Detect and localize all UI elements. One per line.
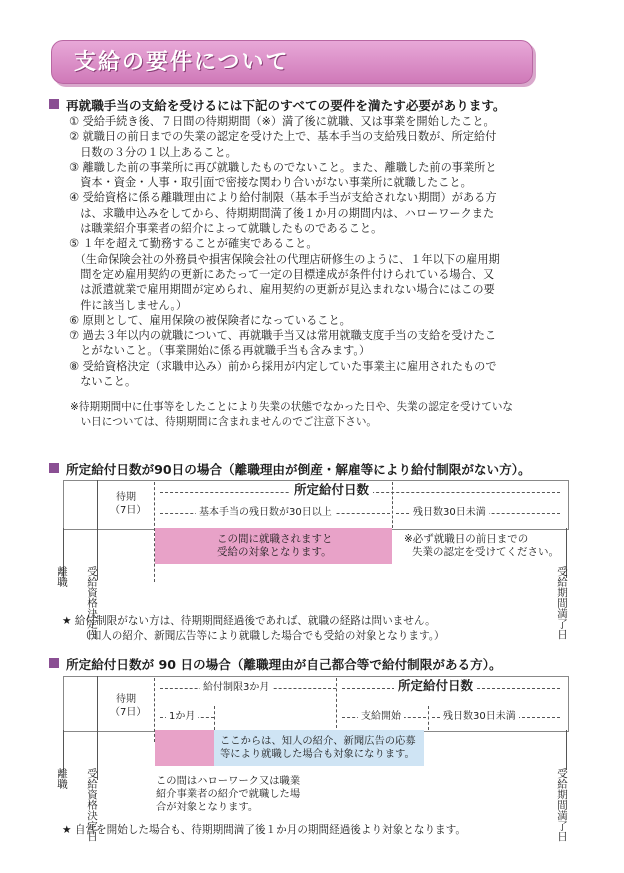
requirement-line: ⑤ １年を超えて勤務することが確実であること。: [69, 237, 318, 251]
requirement-line: 資本・資金・人事・取引面で密接な関わり合いがない事業所に就職したこと。: [69, 176, 472, 190]
note-line: ※待期期間中に仕事等をしたことにより失業の状態でなかった日や、失業の認定を受けていな: [70, 401, 514, 413]
diagram2-note: ★ 自営を開始した場合も、待期期間満了後１か月の期間経過後より対象となります。: [62, 824, 466, 836]
pink-text: 受給の対象となります。: [217, 546, 332, 558]
page-title: 支給の要件について: [74, 50, 290, 75]
requirement-line: とがないこと。（事業開始に係る再就職手当も含みます。）: [69, 344, 371, 358]
remain-label: 残日数30日未満: [440, 711, 519, 723]
manryo-line: [566, 730, 567, 770]
kettei-line: [97, 480, 98, 580]
requirement-line: ⑦ 過去３年以内の就職について、再就職手当又は常用就職支度手当の支給を受けたこ: [69, 329, 497, 343]
requirement-line: は派遣就業で雇用期間が定められ、雇用契約の更新が見込まれない場合にはこの要: [69, 283, 495, 297]
requirement-line: は職業紹介事業者の紹介によって就職したものであること。: [69, 222, 383, 236]
start-label: 支給開始: [358, 711, 404, 723]
rishoku-line: [63, 730, 64, 770]
pink-note-text: 合が対象となります。: [156, 801, 259, 813]
pink-text: この間に就職されますと: [217, 533, 333, 545]
warning-text: ※必ず就職日の前日までの: [404, 533, 529, 545]
kettei-label: 受給資格決定日: [86, 566, 98, 640]
requirement-line: （生命保険会社の外務員や損害保険会社の代理店研修生のように、１年以下の雇用期: [69, 252, 500, 266]
pink-note-text: この間はハローワーク又は職業: [156, 775, 301, 787]
month-end-line: [214, 706, 215, 730]
requirement-line: ① 受給手続き後、７日間の待期期間（※）満了後に就職、又は事業を開始したこと。: [69, 115, 495, 128]
requirements-list: [69, 114, 500, 389]
taiki-label: 待期: [116, 492, 136, 503]
requirement-line: ないこと。: [69, 375, 137, 389]
bullet-square-icon: [49, 99, 59, 109]
blue-text: ここからは、知人の紹介、新聞広告の応募: [220, 735, 416, 747]
requirement-line: ③ 離職した前の事業所に再び就職したものでないこと。また、離職した前の事業所と: [69, 160, 497, 174]
basic-remaining-label: 基本手当の残日数が30日以上: [196, 507, 335, 519]
remain-label: 残日数30日未満: [410, 507, 489, 519]
month-label: 1か月: [166, 711, 198, 723]
diagram2-timeline-box: [63, 676, 569, 732]
kettei-line: [97, 676, 98, 780]
open-period-blue: [214, 730, 424, 766]
blue-text: 等により就職した場合も対象になります。: [220, 748, 415, 760]
requirement-line: は、求職申込みをしてから、待期期間満了後１か月の期間内は、ハローワークまた: [69, 206, 495, 220]
title-banner: [51, 40, 533, 84]
diagram1-note: （知人の紹介、新聞広告等により就職した場合でも受給の対象となります。）: [80, 630, 445, 642]
requirement-line: ⑧ 受給資格決定（求職申込み）前から採用が内定していた事業主に雇用されたもので: [69, 359, 497, 373]
diagram1-heading: 所定給付日数が90日の場合（離職理由が倒産・解雇等により給付制限がない方）。: [66, 462, 531, 477]
requirement-line: ② 就職日の前日までの失業の認定を受けた上で、基本手当の支給残日数が、所定給付: [69, 130, 497, 144]
kettei-label: 受給資格決定日: [86, 768, 98, 842]
diagram2-heading: 所定給付日数が 90 日の場合（離職理由が自己都合等で給付制限がある方）。: [66, 657, 502, 672]
thirty-day-line: [392, 482, 393, 528]
warning-text: 失業の認定を受けてください。: [412, 546, 559, 558]
manryo-label: 受給期間満了日: [556, 566, 568, 640]
section1-heading: 再就職手当の支給を受けるには下記のすべての要件を満たす必要があります。: [66, 98, 506, 113]
rishoku-label: 離職: [56, 566, 68, 587]
bullet-square-icon: [49, 463, 59, 473]
seigen-label: 給付制限3か月: [200, 682, 272, 694]
requirement-line: ④ 受給資格に係る離職理由により給付制限（基本手当が支給されない期間）がある方: [69, 191, 497, 205]
hellowork-period-pink: [155, 730, 214, 766]
requirement-line: 日数の３分の１以上あること。: [69, 145, 237, 159]
waiting-period-note: [70, 400, 513, 430]
requirement-line: ⑥ 原則として、雇用保険の被保険者になっていること。: [69, 313, 351, 327]
seigen-end-line: [336, 678, 337, 728]
diagram1-note: ★ 給付制限がない方は、待期期間経過後であれば、就職の経路は問いません。: [62, 615, 436, 627]
requirement-line: 件に該当しません。）: [69, 298, 188, 312]
pink-note-text: 紹介事業者の紹介で就職した場: [156, 788, 301, 800]
taiki-days-label: （7日）: [110, 505, 147, 516]
eligible-period-pink: [155, 528, 392, 564]
bullet-square-icon: [49, 658, 59, 668]
rishoku-label: 離職: [56, 768, 68, 789]
total-days-label: 所定給付日数: [394, 680, 477, 692]
manryo-label: 受給期間満了日: [556, 768, 568, 842]
note-line: い日については、待期期間に含まれませんのでご注意下さい。: [70, 416, 378, 428]
taiki-label: 待期: [116, 694, 136, 705]
taiki-days-label: （7日）: [110, 707, 147, 718]
thirty-day-line: [428, 706, 429, 730]
total-days-label: 所定給付日数: [290, 484, 373, 496]
requirement-line: 間を定め雇用契約の更新にあたって一定の目標達成が条件付けられている場合、又: [69, 267, 495, 281]
